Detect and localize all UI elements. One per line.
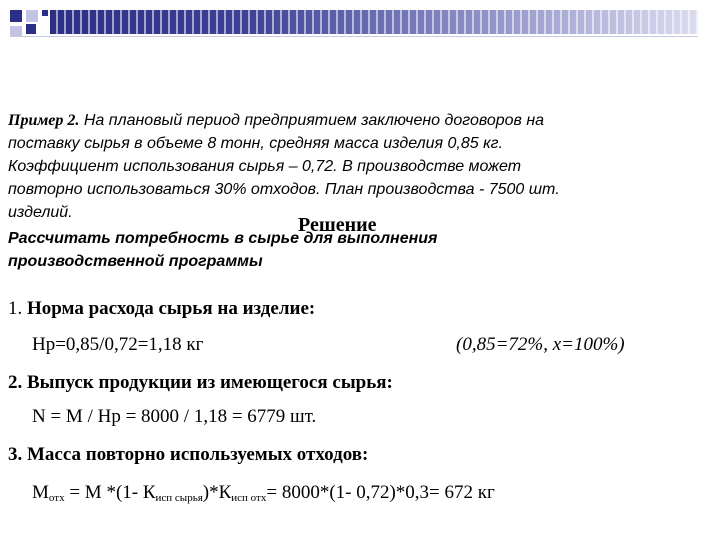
example-label: Пример 2.: [8, 112, 80, 129]
step-3-m: М: [32, 482, 49, 503]
step-1-heading: Норма расхода сырья на изделие:: [27, 298, 316, 319]
header-divider: [10, 36, 698, 37]
decor-square-5: [26, 24, 36, 34]
decor-square-4: [10, 26, 22, 36]
step-1-note: (0,85=72%, х=100%): [456, 334, 625, 355]
example-line-1: [8, 110, 544, 132]
step-2-formula: N = M / Нр = 8000 / 1,18 = 6779 шт.: [32, 406, 317, 427]
header-band: [50, 10, 698, 34]
step-1-title: [8, 298, 315, 320]
solution-heading: Решение: [298, 214, 377, 236]
step-3-eq1: = М *(1- К: [64, 482, 156, 503]
task-line-2: производственной программы: [8, 253, 263, 270]
example-line-4: повторно использоваться 30% отходов. План производства - 7500 шт.: [8, 181, 560, 198]
step-1-formula: Нр=0,85/0,72=1,18 кг: [32, 334, 204, 355]
example-text-1: На плановый период предприятием заключено договоров на: [83, 112, 545, 129]
step-2-number: 2.: [8, 372, 23, 393]
step-3-k1-sub: исп сырья: [155, 492, 203, 504]
example-line-3: Коэффициент использования сырья – 0,72. В производстве может: [8, 158, 522, 175]
step-3-formula: [32, 482, 495, 504]
step-3-number: 3.: [8, 444, 23, 465]
step-3-k2-sub: исп отх: [231, 492, 267, 504]
example-line-5: изделий.: [8, 204, 73, 221]
step-3-mid: )*К: [202, 482, 232, 503]
decor-square-1: [10, 10, 22, 22]
step-3-heading: Масса повторно используемых отходов:: [27, 444, 369, 465]
example-line-2: поставку сырья в объеме 8 тонн, средняя масса изделия 0,85 кг.: [8, 135, 503, 152]
step-3-m-sub: отх: [48, 492, 65, 504]
step-3-title: [8, 444, 368, 466]
step-1-number: 1.: [8, 298, 23, 319]
step-3-rest: = 8000*(1- 0,72)*0,3= 672 кг: [266, 482, 495, 503]
step-2-heading: Выпуск продукции из имеющегося сырья:: [27, 372, 393, 393]
decor-square-2: [26, 10, 38, 22]
task-line-1: Рассчитать потребность в сырье для выполнения: [8, 230, 438, 247]
decor-square-3: [42, 10, 48, 16]
step-2-title: [8, 372, 393, 394]
